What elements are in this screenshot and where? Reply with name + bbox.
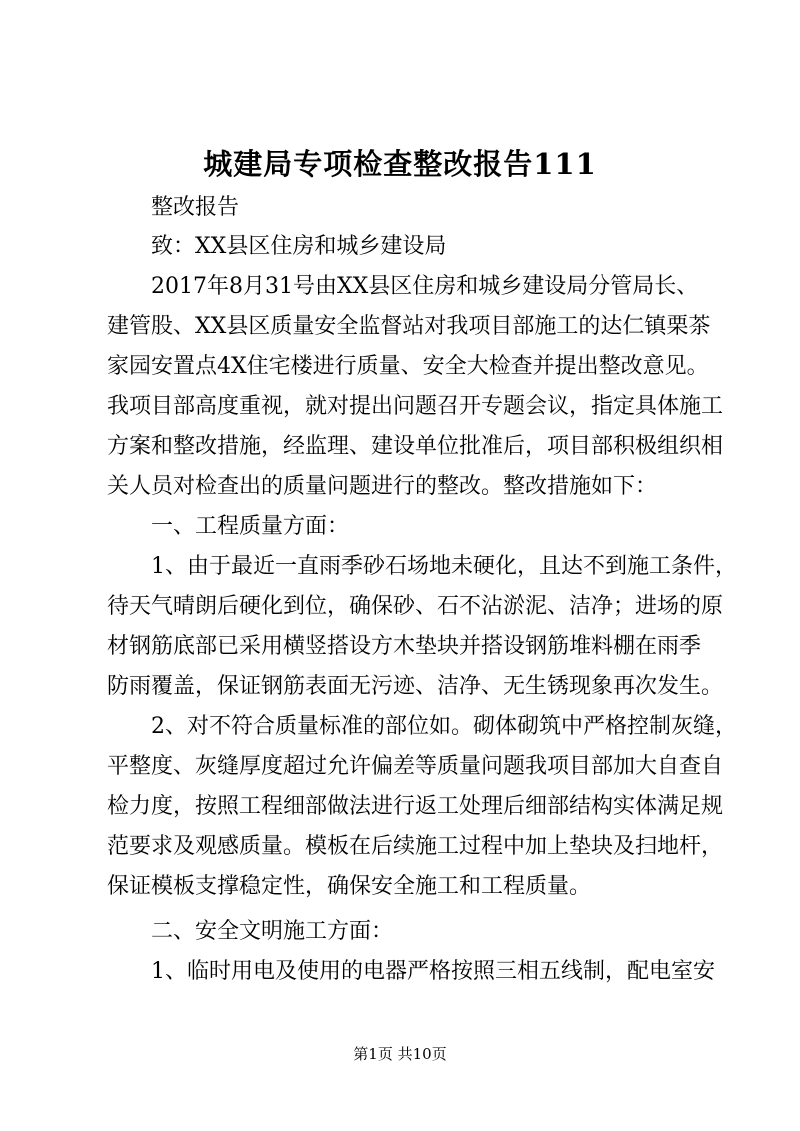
body-line: 防雨覆盖，保证钢筋表面无污迹、洁净、无生锈现象再次发生。 [107,674,724,699]
body-line: 范要求及观感质量。模板在后续施工过程中加上垫块及扫地杆， [107,834,724,859]
addressee-line: 致：XX县区住房和城乡建设局 [151,234,447,259]
body-line: 1、临时用电及使用的电器严格按照三相五线制，配电室安 [151,959,715,984]
body-line: 建管股、XX县区质量安全监督站对我项目部施工的达仁镇栗茶 [107,314,711,339]
body-line: 材钢筋底部已采用横竖搭设方木垫块并搭设钢筋堆料棚在雨季 [107,634,702,659]
document-title: 城建局专项检查整改报告111 [203,147,597,181]
body-line: 关人员对检查出的质量问题进行的整改。整改措施如下： [107,474,658,499]
body-line: 1、由于最近一直雨季砂石场地未硬化，且达不到施工条件， [151,554,737,579]
body-line: 家园安置点4X住宅楼进行质量、安全大检查并提出整改意见。 [107,354,709,379]
section-heading-quality: 一、工程质量方面： [151,514,350,539]
section-heading-safety: 二、安全文明施工方面： [151,919,394,944]
body-line: 方案和整改措施，经监理、建设单位批准后，项目部积极组织相 [107,434,724,459]
body-line: 检力度，按照工程细部做法进行返工处理后细部结构实体满足规 [107,794,724,819]
body-line: 待天气晴朗后硬化到位，确保砂、石不沾淤泥、洁净；进场的原 [107,594,724,619]
body-line: 2017年8月31号由XX县区住房和城乡建设局分管局长、 [151,274,699,299]
salutation-heading: 整改报告 [151,195,240,220]
body-line: 平整度、灰缝厚度超过允许偏差等质量问题我项目部加大自查自 [107,754,724,779]
page-number: 第1页 共10页 [353,1045,447,1063]
body-line: 2、对不符合质量标准的部位如。砌体砌筑中严格控制灰缝， [151,714,737,739]
body-line: 保证模板支撑稳定性，确保安全施工和工程质量。 [107,874,592,899]
body-line: 我项目部高度重视，就对提出问题召开专题会议，指定具体施工 [107,394,724,419]
